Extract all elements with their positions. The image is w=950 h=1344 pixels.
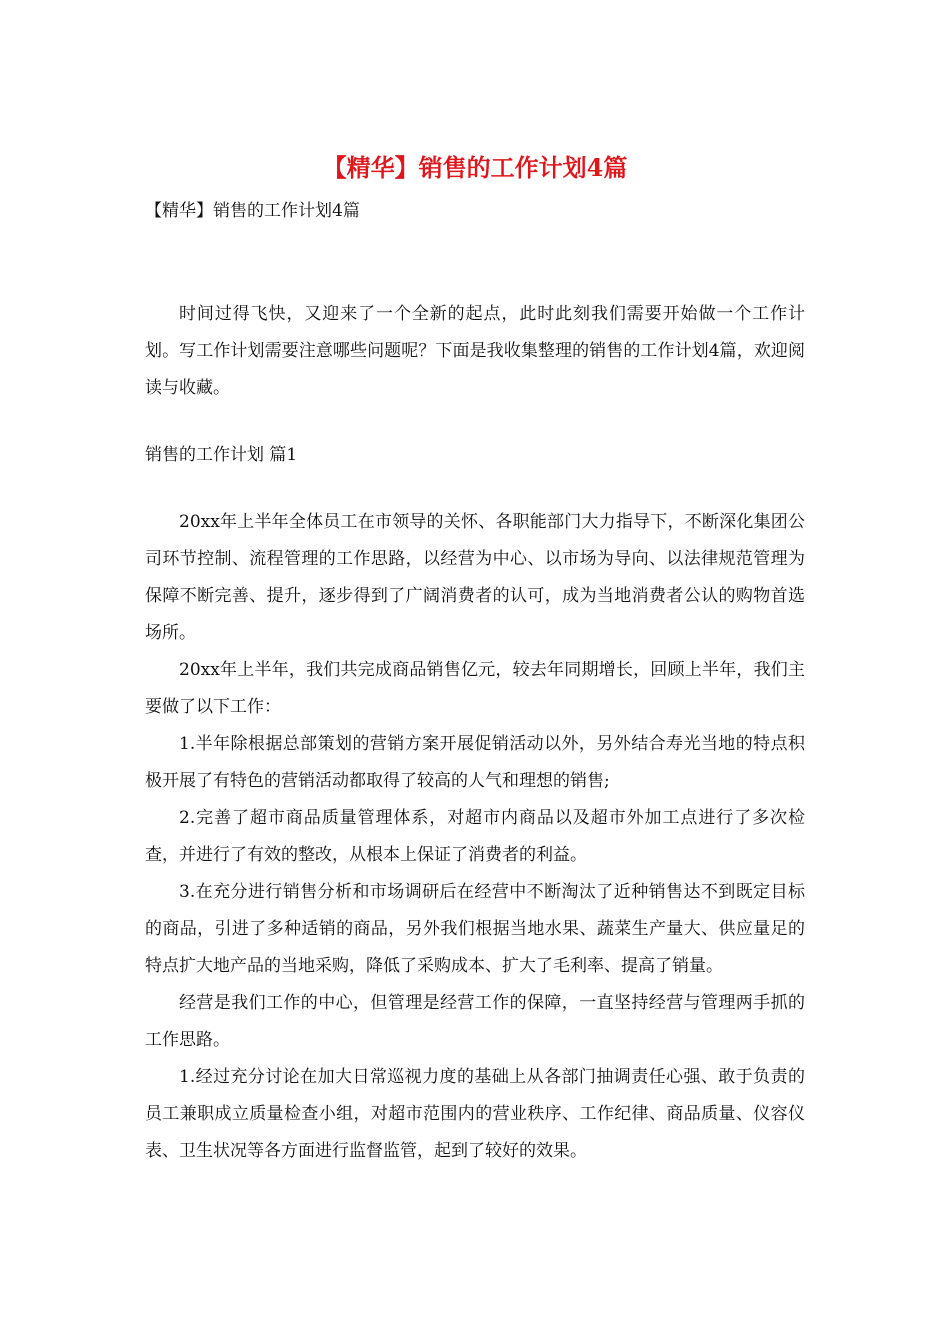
body-paragraph: 1.半年除根据总部策划的营销方案开展促销活动以外，另外结合寿光当地的特点积极开展了有特色的营销活动都取得了较高的人气和理想的销售; <box>145 734 805 791</box>
body-paragraph: 2.完善了超市商品质量管理体系，对超市内商品以及超市外加工点进行了多次检查，并进行了有效的整改，从根本上保证了消费者的利益。 <box>145 808 805 865</box>
body-paragraph: 20xx年上半年，我们共完成商品销售亿元，较去年同期增长，回顾上半年，我们主要做了以下工作： <box>145 660 805 717</box>
section-heading: 销售的工作计划 篇1 <box>145 445 298 465</box>
body-paragraph: 经营是我们工作的中心，但管理是经营工作的保障，一直坚持经营与管理两手抓的工作思路。 <box>145 993 805 1050</box>
body-paragraph: 1.经过充分讨论在加大日常巡视力度的基础上从各部门抽调责任心强、敢于负责的员工兼职成立质量检查小组，对超市范围内的营业秩序、工作纪律、商品质量、仪容仪表、卫生状况等各方面进行监督监管，起到了较好的效果。 <box>145 1067 805 1161</box>
spacer <box>145 474 805 504</box>
spacer <box>145 407 805 437</box>
body-paragraph: 20xx年上半年全体员工在市领导的关怀、各职能部门大力指导下，不断深化集团公司环节控制、流程管理的工作思路，以经营为中心、以市场为导向、以法律规范管理为保障不断完善、提升，逐步得到了广阔消费者的认可，成为当地消费者公认的购物首选场所。 <box>145 512 805 643</box>
body-paragraph: 3.在充分进行销售分析和市场调研后在经营中不断淘汰了近种销售达不到既定目标的商品，引进了多种适销的商品，另外我们根据当地水果、蔬菜生产量大、供应量足的特点扩大地产品的当地采购，降低了采购成本、扩大了毛利率、提高了销量。 <box>145 882 805 976</box>
intro-paragraph: 时间过得飞快，又迎来了一个全新的起点，此时此刻我们需要开始做一个工作计划。写工作计划需要注意哪些问题呢？下面是我收集整理的销售的工作计划4篇，欢迎阅读与收藏。 <box>145 304 805 398</box>
document-title: 【精华】销售的工作计划4篇 <box>322 153 628 182</box>
document-subtitle: 【精华】销售的工作计划4篇 <box>145 201 360 221</box>
document-body <box>145 296 805 1170</box>
